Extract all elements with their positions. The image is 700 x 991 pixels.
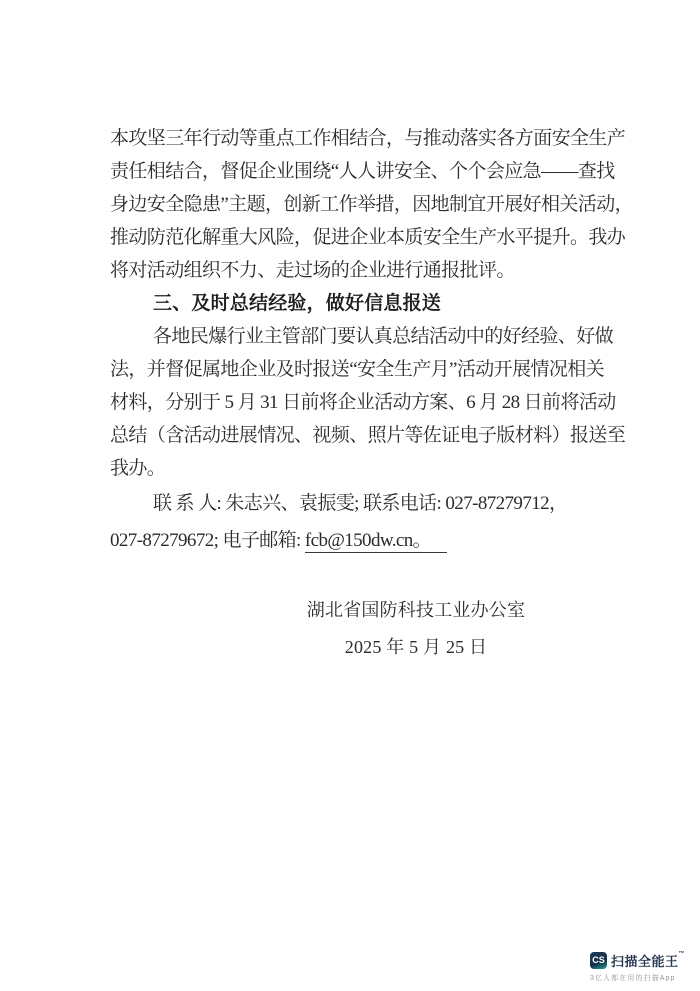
camscanner-tagline: 3亿人都在用的扫描App: [590, 975, 676, 982]
text-line: 我办。: [110, 458, 166, 479]
text-line: 法，并督促属地企业及时报送“安全生产月”活动开展情况相关: [110, 359, 605, 380]
section-heading: 三、及时总结经验，做好信息报送: [153, 293, 442, 314]
signature-line: 湖北省国防科技工业办公室: [306, 600, 526, 620]
text-line: 材料，分别于 5 月 31 日前将企业活动方案、6 月 28 日前将活动: [110, 392, 616, 413]
contact-line: 联 系 人: 朱志兴、袁振雯; 联系电话: 027-87279712，: [153, 493, 568, 514]
camscanner-app-name: 扫描全能王™: [611, 951, 686, 969]
text-line: 推动防范化解重大风险，促进企业本质安全生产水平提升。我办: [110, 227, 626, 248]
signature-block: [266, 592, 566, 666]
text-line: 本攻坚三年行动等重点工作相结合，与推动落实各方面安全生产: [110, 128, 626, 149]
text-line: 将对活动组织不力、走过场的企业进行通报批评。: [110, 260, 515, 281]
date-line: 2025 年 5 月 25 日: [344, 637, 488, 657]
text-line: 总结（含活动进展情况、视频、照片等佐证电子版材料）报送至: [110, 425, 626, 446]
contact-line-prefix: 027-87279672; 电子邮箱:: [110, 530, 305, 551]
text-line: 责任相结合，督促企业围绕“人人讲安全、个个会应急——查找: [110, 161, 615, 182]
trademark-symbol: ™: [678, 951, 686, 957]
camscanner-watermark: [590, 951, 690, 983]
camscanner-icon: CS: [590, 952, 607, 969]
contact-line: [110, 522, 610, 559]
text-line: 各地民爆行业主管部门要认真总结活动中的好经验、好做: [153, 326, 614, 347]
text-line: 身边安全隐患”主题，创新工作举措，因地制宜开展好相关活动，: [110, 194, 634, 215]
email-text: fcb@150dw.cn。: [305, 530, 447, 553]
body-text: [110, 122, 634, 559]
